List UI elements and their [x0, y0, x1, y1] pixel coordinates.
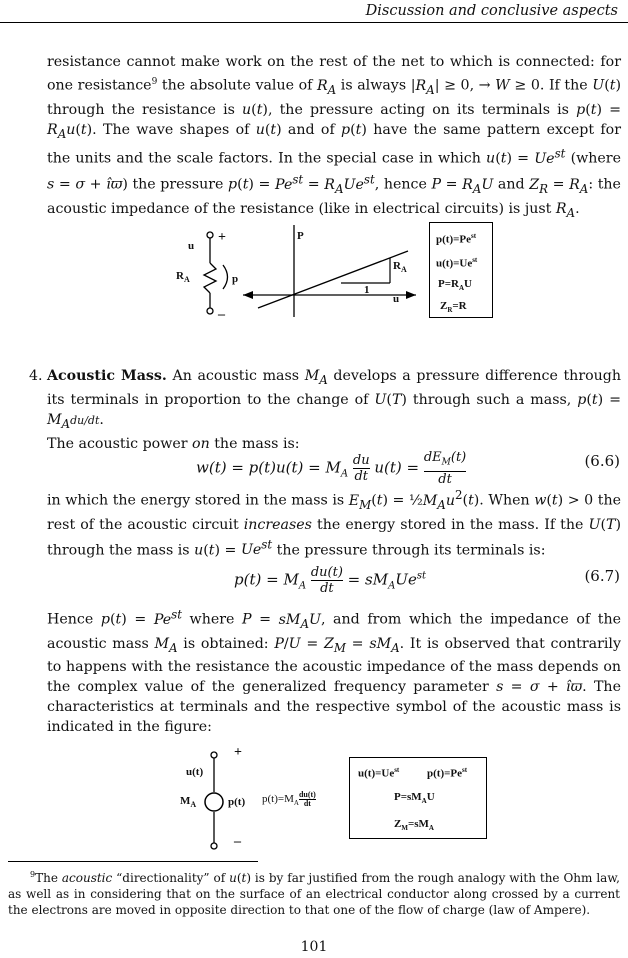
footnote: $^9$The acoustic “directionality” of u(t) is by far justified from the rough analogy with the Ohm law, as well as in considering that on the surface of an electrical conductor along crossed by a current the electrons are moved in opposite direction to that one of the flow of charge (law of Ampere). — [8, 870, 620, 917]
equation-6-6: $w(t) = p(t)u(t) = M_A$ $\frac{du}{dt}$ u(t) = $dE_M(t)$ dt (6.6) — [196, 450, 620, 487]
paragraph-acoustic-mass: 4. Acoustic Mass. An acoustic mass $M_A$ develops a pressure difference through its terminals in proportion to the change of U(T) through such a mass, $p(t) = M_Adu/dt$. The acoustic power on the mass is: — [29, 368, 622, 452]
header-rule — [0, 22, 628, 23]
fig2-relations-box: $u(t)=Ue^{st}$ $p(t)=Pe^{st}$ $P=sM_AU$ $Z_M=sM_A$ — [349, 757, 487, 839]
fig1-relations-box: $p(t)=Pe^{st}$ $u(t)=Ue^{st}$ $P=R_AU$ $Z_R=R$ — [429, 222, 493, 318]
fig2-pt-label: p(t) — [228, 796, 246, 808]
fig2-minus: – — [234, 834, 241, 849]
fig2-ma-label: $M_A$ — [180, 795, 197, 810]
paragraph-impedance: Hence $p(t) = Pe^{st}$ where $P = sM_AU$, and from which the impedance of the acoustic mass $M_A$ is obtained: $P/U = Z_M = sM_A$. It is observed that contrarily to happens with the resistance the acoustic impedance of the mass depends on the complex value of the generalized frequency parameter s = σ + îϖ. The characteristics at terminals and the respective symbol of the acoustic mass is indicated in the figure: — [47, 607, 621, 736]
equation-number-6-7: (6.7) — [584, 567, 620, 585]
fig1-run-label: 1 — [364, 284, 370, 296]
fig1-axis-u: u — [393, 293, 400, 305]
fig1-u-label: u — [188, 240, 195, 252]
fig2-plus: + — [234, 745, 242, 760]
resistance-figure — [0, 225, 628, 325]
fig1-plus: + — [218, 230, 226, 245]
paragraph-resistance: resistance cannot make work on the rest of the net to which is connected: for one resistance$^9$ the absolute value of $R_A$ is always $|R_A| \ge 0$, → W ≥ 0. If the U(t) through the resistance is u(t), the pressure acting on its terminals is $p(t) = R_Au(t)$. The wave shapes of u(t) and of p(t) have the same pattern except for the units and the scale factors. In the special case in which $u(t) = Ue^{st}$ (where s = σ + îϖ) the pressure $p(t) = Pe^{st} = R_AUe^{st}$, hence $P = R_AU$ and $Z_R = R_A$: the acoustic impedance of the resistance (like in electrical circuits) is just $R_A$. — [47, 54, 621, 220]
fig1-minus: – — [218, 307, 225, 322]
fig1-slope-label: $R_A$ — [393, 260, 407, 275]
fig1-ra-label: $R_A$ — [176, 270, 190, 285]
running-header: Discussion and conclusive aspects — [365, 3, 618, 19]
page-number: 101 — [300, 939, 328, 955]
fig2-law: $p(t)=M_A$ $\frac{du(t)}{dt}$ — [262, 790, 316, 808]
equation-6-7: $p(t) = M_A$ $\frac{du(t)}{dt}$ = $sM_AUe^{st}$ (6.7) — [234, 565, 620, 596]
fig1-axis-p: P — [297, 230, 304, 242]
paragraph-energy: in which the energy stored in the mass is $E_M(t)$ = $\frac{1}{2}M_Au^2(t)$. When w(t) > 0 the rest of the acoustic circuit increases the energy stored in the mass. If the U(T) through the mass is $u(t) = Ue^{st}$ the pressure through its terminals is: — [47, 488, 621, 559]
fig1-p-label: p — [232, 273, 239, 285]
footnote-rule — [8, 861, 258, 862]
equation-number-6-6: (6.6) — [584, 452, 620, 470]
fig2-ut-label: u(t) — [186, 766, 204, 778]
